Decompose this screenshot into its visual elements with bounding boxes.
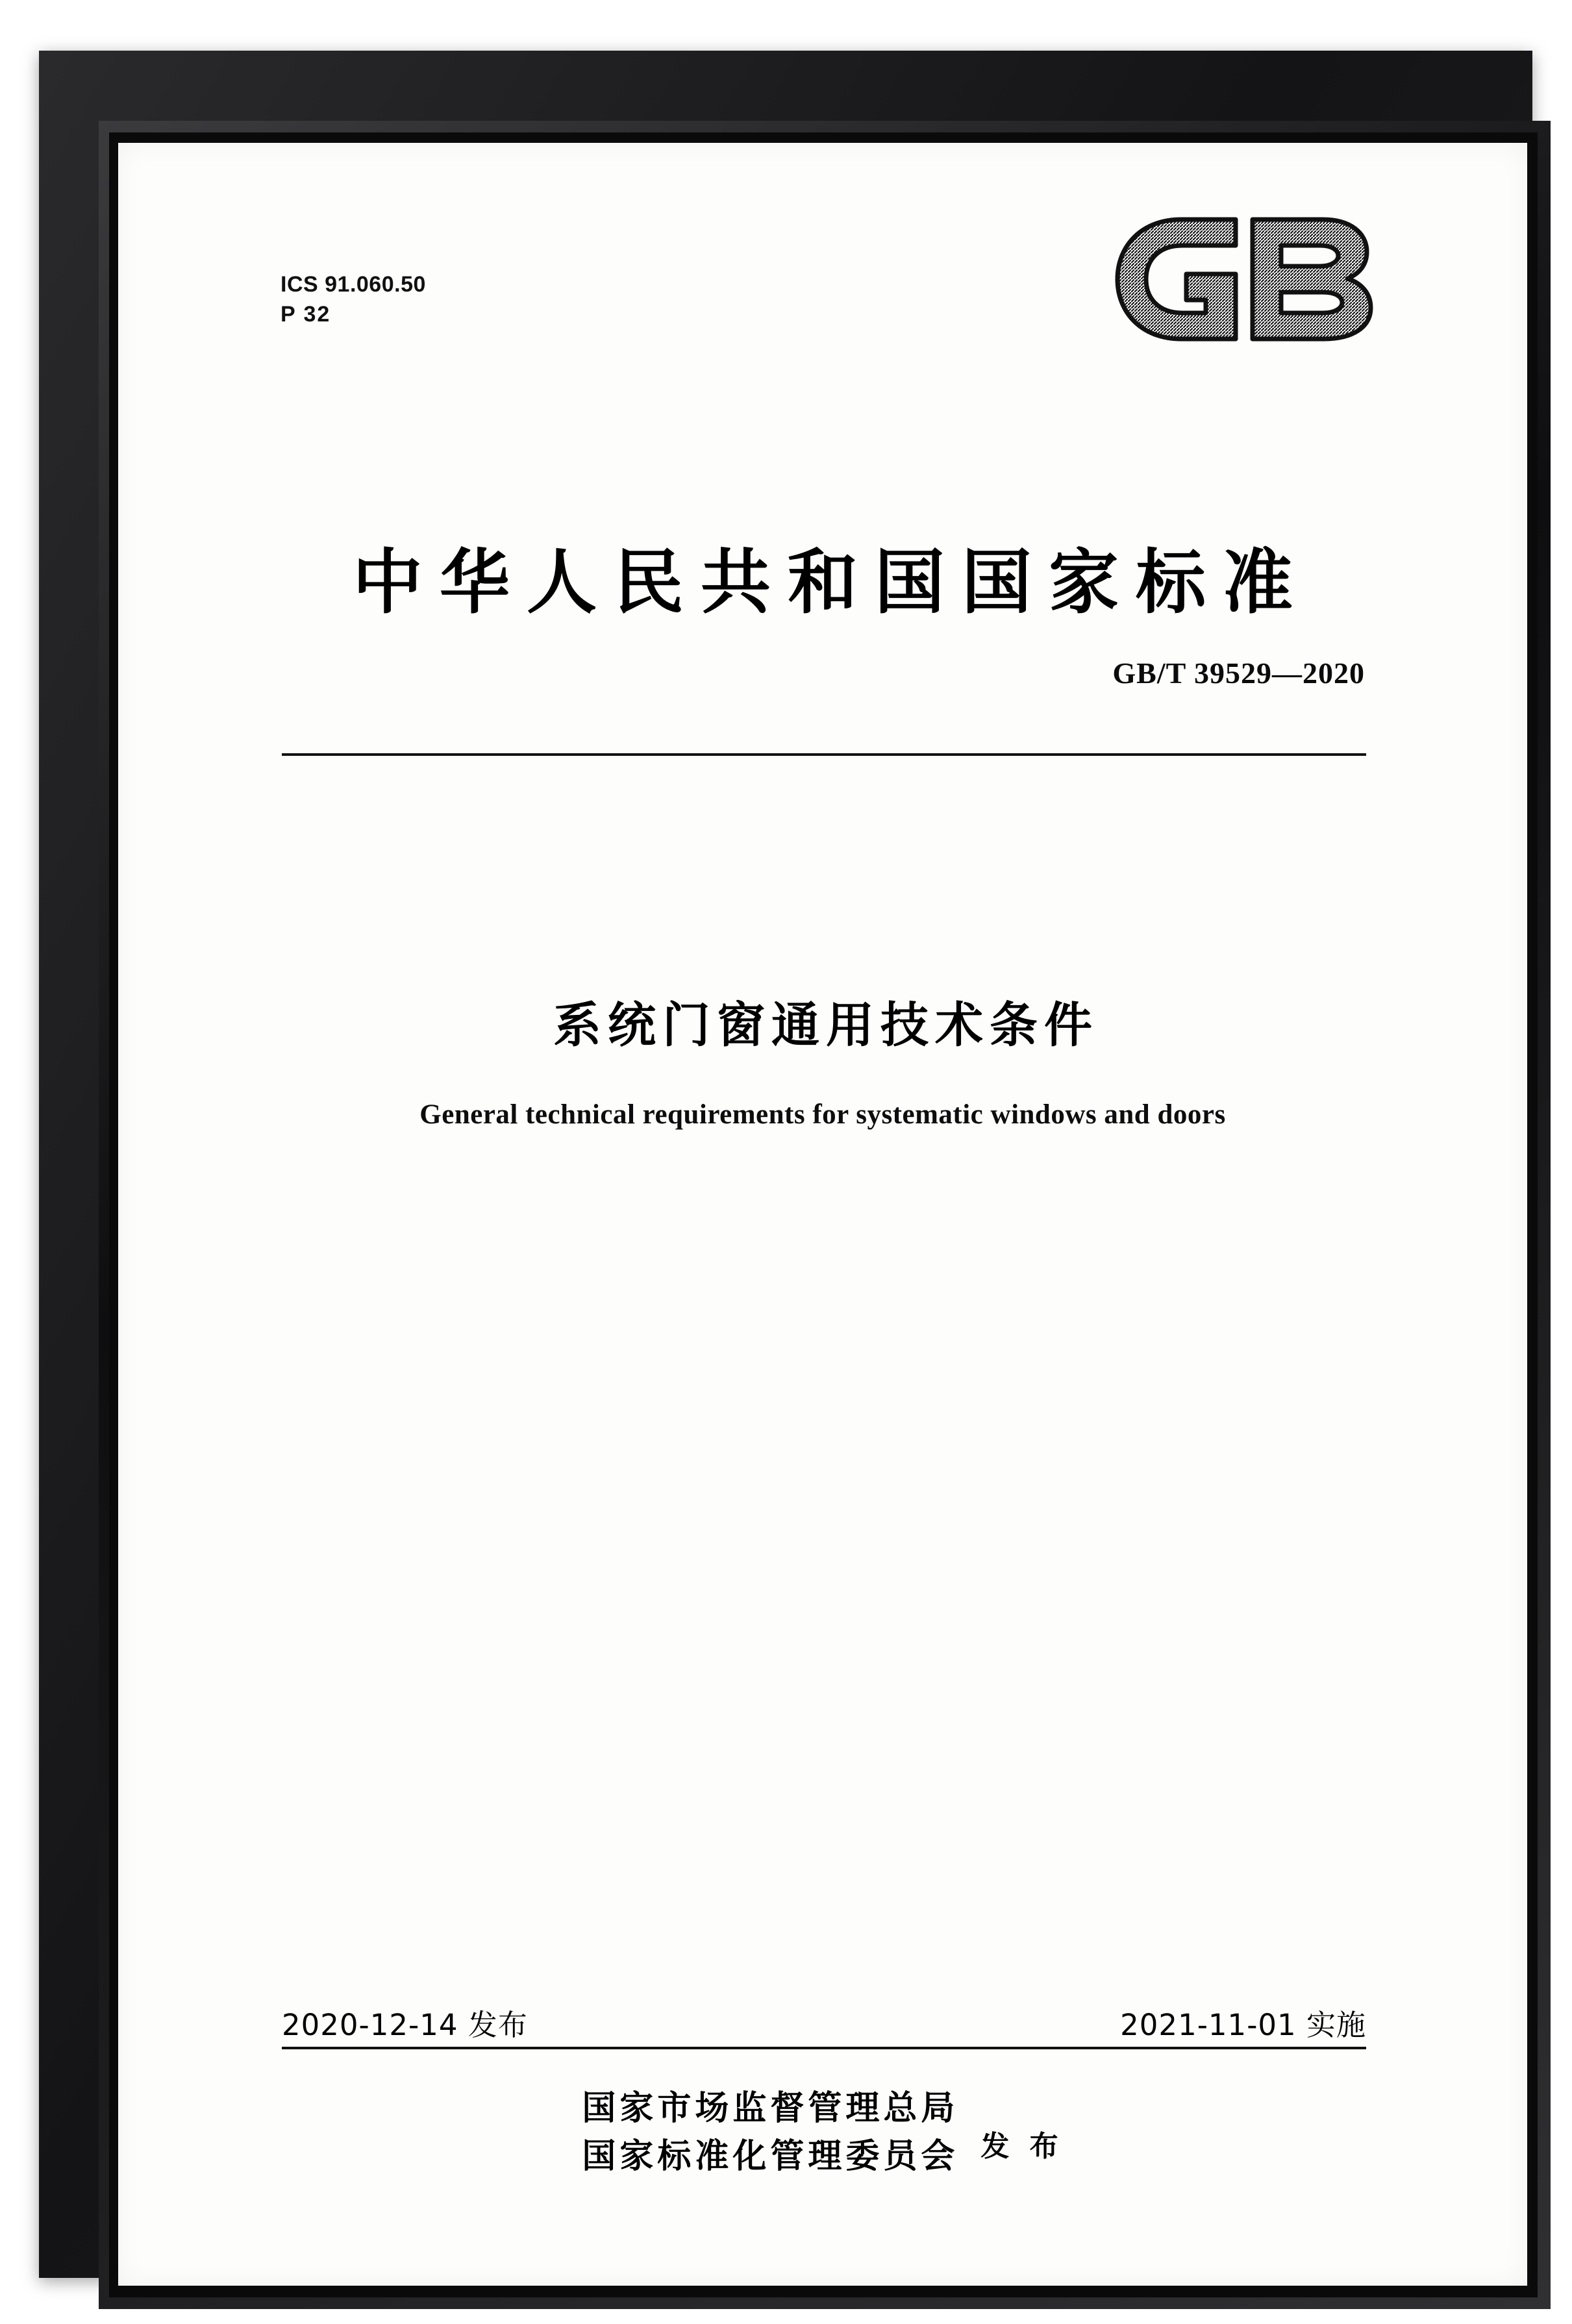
gb-logo-icon xyxy=(1108,214,1388,344)
ics-code: ICS 91.060.50 xyxy=(281,272,426,297)
page-content xyxy=(118,143,1527,2286)
footer-divider xyxy=(282,2047,1366,2049)
document-title-english: General technical requirements for systematic windows and doors xyxy=(419,1099,1226,1130)
issuer-line-1: 国家市场监督管理总局 xyxy=(582,2089,959,2128)
implementation-date: 2021-11-01 实施 xyxy=(1120,2008,1366,2042)
issue-date: 2020-12-14 发布 xyxy=(282,2008,528,2042)
header-divider xyxy=(282,753,1366,756)
issuer-names xyxy=(582,2084,958,2180)
picture-frame-outer xyxy=(39,51,1532,2278)
classification-code: P 32 xyxy=(281,302,331,327)
issuer-action-label: 发 布 xyxy=(980,2130,1064,2163)
issuing-authority xyxy=(118,2084,1527,2180)
standard-number: GB/T 39529—2020 xyxy=(1112,656,1365,690)
footer-dates xyxy=(282,2001,1366,2043)
ics-classification-block xyxy=(281,269,426,329)
document-title-chinese: 系统门窗通用技术条件 xyxy=(553,997,1099,1053)
page-title: 中华人民共和国国家标准 xyxy=(352,542,1310,623)
issuer-line-2: 国家标准化管理委员会 xyxy=(582,2137,959,2176)
standard-cover-page xyxy=(118,143,1527,2286)
